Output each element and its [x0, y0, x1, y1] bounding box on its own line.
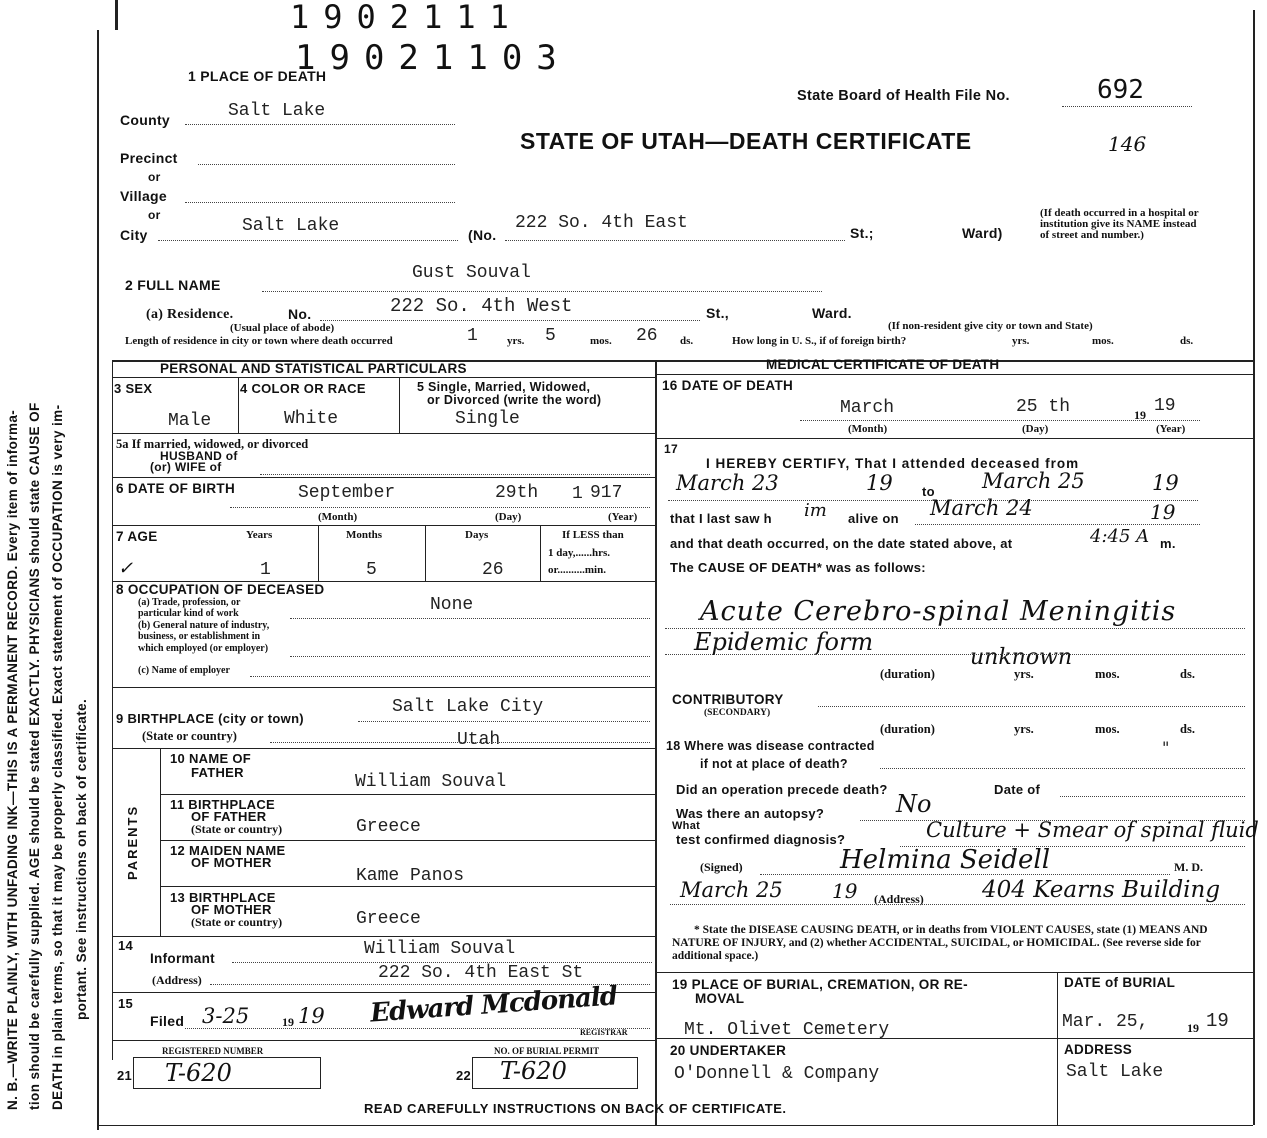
father-bp-bottom: [160, 840, 655, 841]
age-months-label: Months: [346, 529, 383, 541]
grid-middle: [655, 360, 657, 1125]
item17-no: 17: [664, 442, 678, 456]
informant-address-label: (Address): [152, 973, 202, 987]
duration-mos-2: mos.: [1095, 722, 1120, 736]
occ-b-3: which employed (or employer): [138, 643, 269, 654]
reg-no-label: 21: [117, 1068, 133, 1083]
undertaker-value: O'Donnell & Company: [674, 1064, 880, 1084]
birthplace-city: Salt Lake City: [392, 697, 544, 717]
occ-b-2: business, or establishment in: [138, 631, 261, 642]
marital-label-2: or Divorced (write the word): [427, 393, 602, 407]
birthplace-state: Utah: [457, 730, 501, 750]
residence-line: [320, 320, 700, 321]
right-border: [1253, 10, 1255, 1125]
duration-label-1: (duration): [880, 667, 935, 681]
place-of-death-label: 1 PLACE OF DEATH: [188, 68, 327, 84]
residence-st-label: St.,: [706, 305, 729, 321]
signed-year: 19: [832, 879, 858, 903]
undertaker-label: 20 UNDERTAKER: [670, 1043, 787, 1058]
signed-address-line: [670, 904, 1245, 905]
sex-label: 3 SEX: [114, 381, 153, 396]
father-bp-label-3: (State or country): [191, 822, 283, 836]
burial-date: Mar. 25,: [1062, 1012, 1149, 1032]
married-line: [260, 474, 650, 475]
cause-line-1: Acute Cerebro-spinal Meningitis: [700, 596, 1177, 627]
footer-instructions: READ CAREFULLY INSTRUCTIONS ON BACK OF CERTIFICATE.: [364, 1101, 787, 1116]
filed-no: 15: [118, 996, 134, 1011]
burial-label-2: MOVAL: [695, 991, 745, 1006]
color-marital-divider: [399, 377, 400, 433]
age-years-label: Years: [246, 529, 273, 541]
signed-address: 404 Kearns Building: [982, 877, 1221, 903]
file-no-label: State Board of Health File No.: [797, 88, 1010, 104]
title-note: 146: [1108, 132, 1147, 156]
left-border: [97, 30, 99, 1130]
test-value: Culture + Smear of spinal fluid: [926, 818, 1259, 842]
signed-line: [760, 874, 1170, 875]
dob-label: 6 DATE OF BIRTH: [116, 481, 235, 496]
color-label: 4 COLOR OR RACE: [240, 381, 366, 396]
duration-mos-1: mos.: [1095, 667, 1120, 681]
precinct-label: Precinct: [120, 150, 178, 166]
birthplace-line: [358, 721, 650, 722]
death-day: 25 th: [1016, 397, 1071, 417]
reg-number-label: REGISTERED NUMBER: [162, 1046, 264, 1056]
residence-yrs-label: yrs.: [507, 335, 525, 347]
dob-line: [230, 507, 650, 508]
age-months: 5: [366, 560, 377, 580]
length-residence-label: Length of residence in city or town where death occurred: [125, 335, 393, 347]
stamp-number-second: 19021103: [295, 38, 571, 78]
side-text-line4: portant. See instructions on back of certificate.: [74, 698, 89, 1020]
age-divider-1: [318, 525, 319, 581]
attended-to: March 25: [982, 469, 1085, 493]
county-line: [185, 124, 455, 125]
last-saw-line: [915, 524, 1200, 525]
color-value: White: [284, 409, 339, 429]
certify-label: I HEREBY CERTIFY, That I attended deceased from: [706, 456, 1080, 471]
age-years: 1: [260, 560, 271, 580]
mother-value: Kame Panos: [356, 866, 465, 886]
full-name-value: Gust Souval: [412, 263, 531, 283]
duration-ds-1: ds.: [1180, 667, 1195, 681]
duration-yrs-2: yrs.: [1014, 722, 1034, 736]
note-bottom: [655, 972, 1253, 973]
street-ward-label: Ward): [962, 225, 1003, 241]
cause-label: The CAUSE OF DEATH* was as follows:: [670, 560, 926, 575]
occ-c-line: [250, 676, 650, 677]
city-no-label: (No.: [468, 227, 497, 243]
row8-bottom: [112, 687, 655, 688]
dob-month: September: [298, 483, 396, 503]
burial-label: 19 PLACE OF BURIAL, CREMATION, OR RE-: [672, 977, 968, 992]
occ-b-line: [290, 656, 650, 657]
residence-mos-label: mos.: [590, 335, 612, 347]
marital-label-1: 5 Single, Married, Widowed,: [417, 380, 591, 394]
less-label-2: 1 day,......hrs.: [548, 547, 611, 559]
mother-bp-label-2: OF MOTHER: [191, 902, 272, 917]
burial-year-prefix: 19: [1187, 1021, 1199, 1035]
test-label-2: test confirmed diagnosis?: [676, 832, 846, 847]
father-bottom: [160, 794, 655, 795]
last-saw-pronoun: im: [804, 500, 827, 521]
birthplace-state-line: [270, 742, 650, 743]
sex-color-divider: [238, 377, 239, 433]
registrar-label: REGISTRAR: [580, 1028, 628, 1037]
us-mos-label: mos.: [1092, 335, 1114, 347]
last-saw-date: March 24: [930, 496, 1033, 520]
residence-yrs: 1: [467, 326, 478, 346]
certificate-title: STATE OF UTAH—DEATH CERTIFICATE: [520, 128, 972, 154]
death-year-label: (Year): [1156, 423, 1186, 435]
filed-year-prefix: 19: [282, 1015, 294, 1029]
file-no-line: [1062, 106, 1192, 107]
marital-value: Single: [455, 409, 520, 429]
operation-label: Did an operation precede death?: [676, 782, 888, 797]
residence-no-label: No.: [288, 306, 312, 322]
operation-date-label: Date of: [994, 782, 1041, 797]
burial-divider: [1057, 972, 1058, 1125]
mother-bottom: [160, 886, 655, 887]
precinct-line: [198, 164, 455, 165]
attended-from-year: 19: [866, 471, 893, 495]
row5a-bottom: [112, 477, 655, 478]
father-label-1: 10 NAME OF: [170, 751, 252, 766]
burial-permit-label: NO. OF BURIAL PERMIT: [494, 1046, 600, 1056]
burial-permit-value: T-620: [500, 1057, 567, 1085]
street-st-label: St.;: [850, 225, 874, 241]
reg-number-value: T-620: [165, 1059, 232, 1087]
row16-bottom: [655, 438, 1253, 439]
village-line: [185, 202, 455, 203]
burial-date-label: DATE of BURIAL: [1064, 975, 1176, 990]
full-name-label: 2 FULL NAME: [125, 277, 221, 293]
personal-header-line: [112, 377, 655, 378]
bottom-border: [97, 1125, 1253, 1126]
dob-year-label: (Year): [608, 511, 638, 523]
signed-date: March 25: [680, 878, 783, 902]
death-occurred-label: and that death occurred, on the date stated above, at: [670, 536, 1013, 551]
father-bp-value: Greece: [356, 817, 421, 837]
death-time: 4:45 A: [1090, 526, 1150, 547]
death-year-prefix: 19: [1134, 408, 1146, 422]
dob-day: 29th: [495, 483, 539, 503]
operation-line: [1060, 796, 1245, 797]
sex-value: Male: [168, 411, 212, 431]
to-label: to: [922, 484, 935, 499]
less-label-3: or..........min.: [548, 564, 606, 576]
duration-ds-2: ds.: [1180, 722, 1195, 736]
cause-line-2: Epidemic form: [694, 628, 874, 656]
father-bp-label-2: OF FATHER: [191, 809, 267, 824]
village-label: Village: [120, 188, 167, 204]
burial-year: 19: [1206, 1010, 1229, 1032]
residence-mos: 5: [545, 326, 556, 346]
autopsy-value: No: [896, 790, 932, 818]
stamp-number-top: 1902111: [290, 0, 523, 36]
filed-date: 3-25: [202, 1004, 250, 1028]
occ-a-2: particular kind of work: [138, 608, 239, 619]
mother-bp-label-1: 13 BIRTHPLACE: [170, 890, 276, 905]
contributory-line: [818, 706, 1245, 707]
medical-header: MEDICAL CERTIFICATE OF DEATH: [766, 357, 1000, 372]
where-label-2: if not at place of death?: [700, 757, 848, 771]
parents-divider: [160, 748, 161, 936]
street-line: [505, 240, 845, 241]
cause-duration: unknown: [970, 645, 1073, 670]
death-year: 19: [1154, 396, 1176, 416]
occupation-label: 8 OCCUPATION OF DECEASED: [116, 582, 325, 597]
burial-bottom: [655, 1038, 1253, 1039]
undertaker-address: Salt Lake: [1066, 1062, 1164, 1082]
filed-label: Filed: [150, 1013, 185, 1029]
birthplace-state-label: (State or country): [142, 729, 237, 743]
or-label-1: or: [148, 170, 161, 184]
filed-year: 19: [298, 1004, 325, 1028]
where-value: ": [1162, 738, 1170, 757]
attended-to-year: 19: [1152, 471, 1179, 495]
duration-yrs-1: yrs.: [1014, 667, 1034, 681]
mother-label-2: OF MOTHER: [191, 855, 272, 870]
dob-year: 917: [590, 483, 623, 503]
occ-b-1: (b) General nature of industry,: [138, 620, 270, 631]
age-label: 7 AGE: [116, 529, 158, 544]
informant-label: Informant: [150, 951, 215, 966]
registrar-signature: Edward Mcdonald: [369, 981, 618, 1029]
side-text-line1: N. B.—WRITE PLAINLY, WITH UNFADING INK—THIS IS A PERMANENT RECORD. Every item of informa-: [5, 409, 20, 1110]
medical-note: * State the DISEASE CAUSING DEATH, or in deaths from VIOLENT CAUSES, state (1) MEANS AND NATURE OF INJURY, and (2) whether ACCIDENTAL, SUICIDAL, or HOMICIDAL. (See reverse side for additional space.): [672, 924, 1208, 962]
city-value: Salt Lake: [242, 216, 340, 236]
married-label-2: HUSBAND of: [160, 449, 238, 463]
father-bp-label-1: 11 BIRTHPLACE: [170, 797, 276, 812]
informant-no: 14: [118, 938, 134, 953]
personal-header: PERSONAL AND STATISTICAL PARTICULARS: [160, 361, 467, 376]
row3-bottom: [112, 433, 655, 434]
mother-bp-value: Greece: [356, 909, 421, 929]
us-yrs-label: yrs.: [1012, 335, 1030, 347]
filed-bottom: [112, 1040, 655, 1041]
occ-a-1: (a) Trade, profession, or: [138, 597, 241, 608]
death-month: March: [840, 398, 895, 418]
age-days-label: Days: [465, 529, 489, 541]
signed-value: Helmina Seidell: [840, 845, 1051, 875]
medical-header-line: [655, 374, 1253, 375]
residence-label: (a) Residence.: [146, 307, 234, 322]
city-label: City: [120, 227, 148, 243]
death-date-line: [800, 420, 1200, 421]
age-mark: ✓: [118, 558, 134, 579]
dob-year-prefix: 1: [572, 484, 583, 504]
side-text-line2: tion should be carefully supplied. AGE should be stated EXACTLY. PHYSICIANS should state CAUSE OF: [27, 402, 42, 1110]
or-label-2: or: [148, 208, 161, 222]
signed-label: (Signed): [700, 860, 743, 874]
last-saw-label: that I last saw h: [670, 511, 772, 526]
mother-label-1: 12 MAIDEN NAME: [170, 843, 286, 858]
test-label-1: What: [672, 820, 701, 832]
undertaker-address-label: ADDRESS: [1064, 1042, 1133, 1057]
permit-no-label: 22: [456, 1068, 472, 1083]
occupation-value: None: [430, 595, 474, 615]
father-label-2: FATHER: [191, 765, 244, 780]
autopsy-label: Was there an autopsy?: [676, 806, 825, 821]
city-line: [158, 240, 458, 241]
parents-label: PARENTS: [125, 804, 140, 880]
informant-value: William Souval: [364, 939, 516, 959]
nonresident-note: (If non-resident give city or town and State): [888, 320, 1093, 332]
row9-bottom: [112, 748, 655, 749]
mother-bp-label-3: (State or country): [191, 915, 283, 929]
married-label-1: 5a If married, widowed, or divorced: [116, 437, 309, 451]
duration-label-2: (duration): [880, 722, 935, 736]
signed-address-label: (Address): [874, 892, 924, 906]
age-days: 26: [482, 560, 504, 580]
dob-month-label: (Month): [318, 511, 358, 523]
residence-ds-label: ds.: [680, 335, 694, 347]
residence-ward-label: Ward.: [812, 305, 852, 321]
md-label: M. D.: [1174, 860, 1203, 874]
grid-left: [112, 360, 113, 1060]
row6-bottom: [112, 525, 655, 526]
age-divider-2: [425, 525, 426, 581]
death-month-label: (Month): [848, 423, 888, 435]
burial-place: Mt. Olivet Cemetery: [684, 1020, 890, 1040]
hospital-note: (If death occurred in a hospital or institution give its NAME instead of street and number.): [1040, 207, 1199, 241]
dob-day-label: (Day): [495, 511, 522, 523]
less-label-1: If LESS than: [562, 529, 624, 541]
father-value: William Souval: [355, 772, 507, 792]
top-tick: [115, 0, 118, 30]
age-divider-3: [540, 525, 541, 581]
side-text-line3: DEATH in plain terms, so that it may be properly classified. Exact statement of OCCUPATION is very im-: [50, 404, 65, 1110]
m-label: m.: [1160, 536, 1176, 551]
city-street-value: 222 So. 4th East: [515, 213, 688, 233]
where-line: [880, 768, 1245, 769]
file-no-value: 692: [1097, 75, 1144, 105]
married-label-3: (or) WIFE of: [150, 460, 222, 474]
birthplace-label: 9 BIRTHPLACE (city or town): [116, 711, 304, 726]
county-label: County: [120, 112, 171, 128]
parents-bottom: [112, 936, 655, 937]
residence-value: 222 So. 4th West: [390, 295, 573, 317]
date-of-death-label: 16 DATE OF DEATH: [662, 378, 794, 393]
last-saw-year: 19: [1150, 500, 1176, 524]
attended-from: March 23: [676, 471, 779, 495]
occ-c: (c) Name of employer: [138, 665, 230, 676]
cause-line-2-rule: [665, 654, 1245, 655]
occ-a-line: [290, 618, 650, 619]
alive-on-label: alive on: [848, 511, 899, 526]
usual-abode-label: (Usual place of abode): [230, 322, 335, 334]
full-name-line: [262, 291, 822, 292]
contributory-label: CONTRIBUTORY: [672, 692, 784, 707]
secondary-label: (SECONDARY): [704, 708, 771, 718]
residence-ds: 26: [636, 326, 658, 346]
death-day-label: (Day): [1022, 423, 1049, 435]
county-value: Salt Lake: [228, 101, 326, 121]
us-ds-label: ds.: [1180, 335, 1194, 347]
informant-address: 222 So. 4th East St: [378, 963, 584, 983]
where-label-1: 18 Where was disease contracted: [666, 739, 875, 753]
us-residence-label: How long in U. S., if of foreign birth?: [732, 335, 907, 347]
